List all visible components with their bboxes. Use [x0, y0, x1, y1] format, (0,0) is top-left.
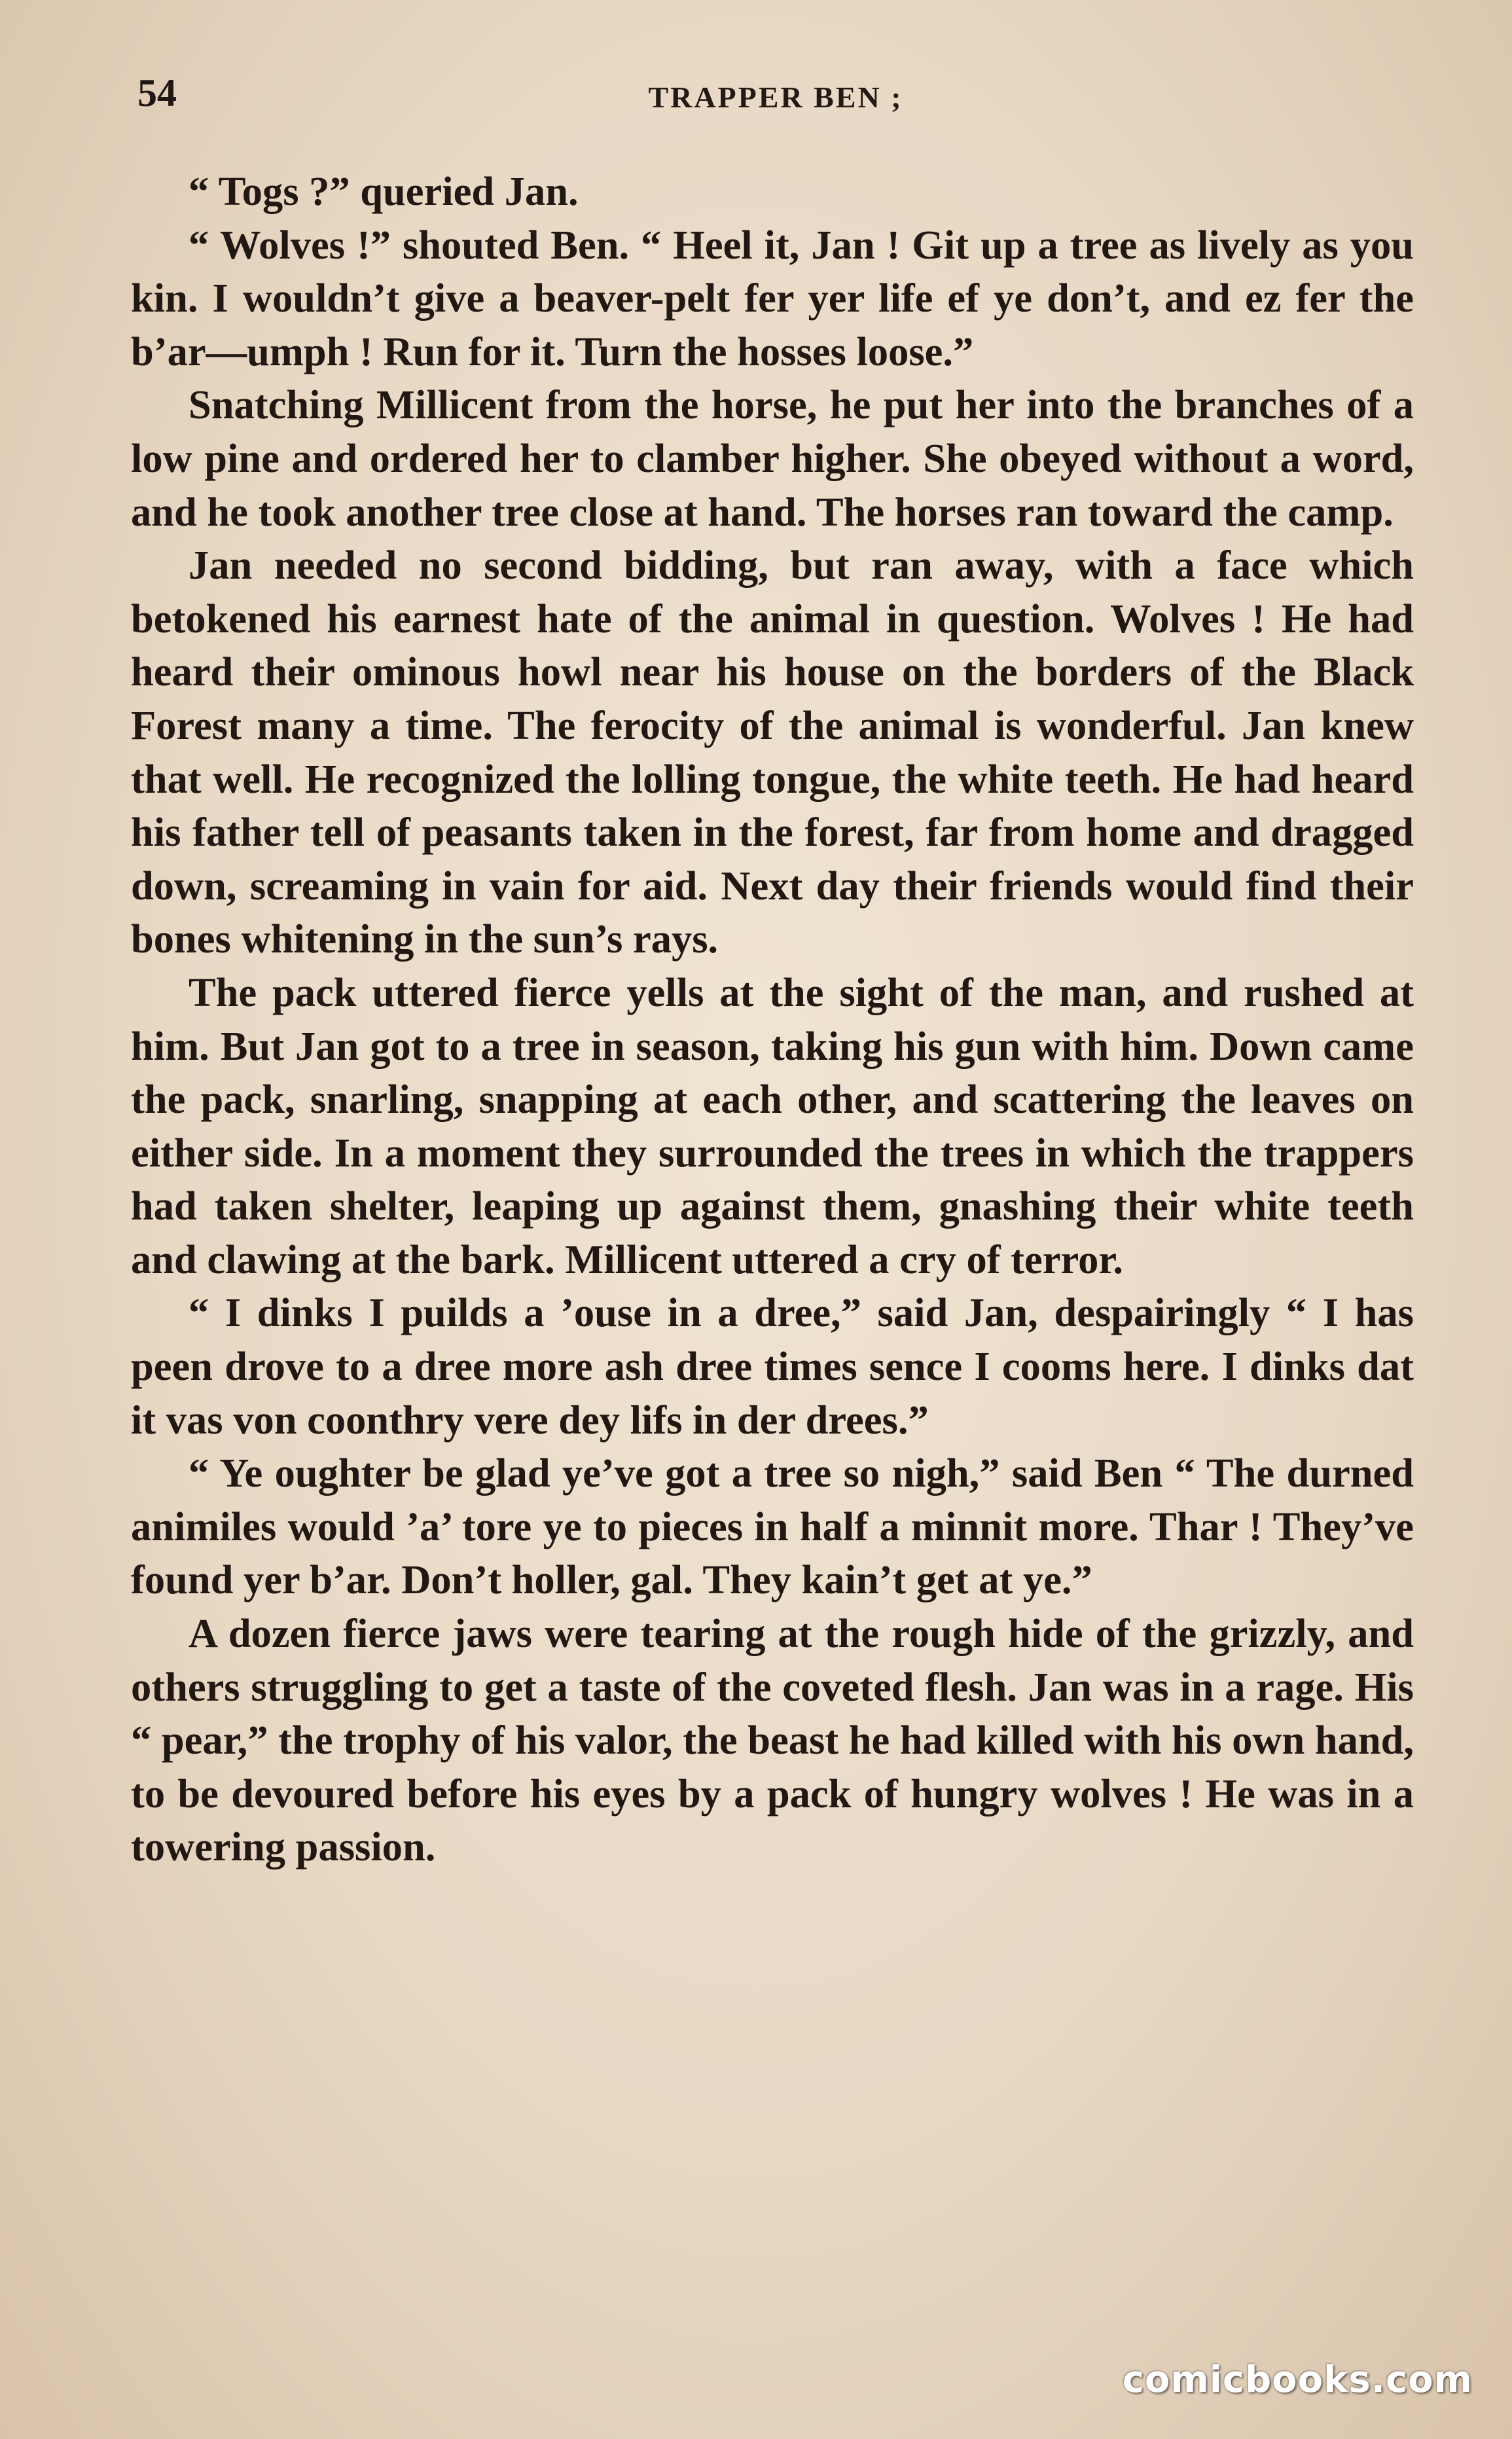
page-header	[137, 71, 1414, 123]
watermark-logo: comicbooks.com	[1122, 2358, 1473, 2401]
running-head: TRAPPER BEN ;	[648, 81, 903, 114]
body-text	[131, 165, 1414, 1874]
paragraph: The pack uttered fierce yells at the sight of the man, and rushed at him. But Jan got to a tree in season, taking his gun with him. Down came the pack, snarling, snapping at each other, and scattering the leaves on either side. In a moment they surrounded the trees in which the trappers had taken shelter, leaping up against them, gnashing their white teeth and clawing at the bark. Millicent uttered a cry of terror.	[131, 969, 1414, 1282]
paragraph: “ Wolves !” shouted Ben. “ Heel it, Jan ! Git up a tree as lively as you kin. I wouldn’t give a beaver-pelt fer yer life ef ye don’t, and ez fer the b’ar—umph ! Run for it. Turn the hosses loose.”	[131, 221, 1414, 374]
paragraph: “ Ye oughter be glad ye’ve got a tree so nigh,” said Ben “ The durned animiles would ’a’ tore ye to pieces in half a minnit more. Thar ! They’ve found yer b’ar. Don’t holler, gal. They kain’t get at ye.”	[131, 1450, 1414, 1603]
paragraph: “ I dinks I puilds a ’ouse in a dree,” said Jan, despairingly “ I has peen drove to a dree more ash dree times sence I cooms here. I dinks dat it vas von coonthry vere dey lifs in der drees.”	[131, 1290, 1414, 1443]
page-number: 54	[137, 71, 177, 115]
paragraph: Snatching Millicent from the horse, he put her into the branches of a low pine and ordered her to clamber higher. She obeyed without a word, and he took another tree close at hand. The horses ran toward the camp.	[131, 382, 1414, 535]
paragraph: Jan needed no second bidding, but ran away, with a face which betokened his earnest hate of the animal in question. Wolves ! He had heard their ominous howl near his house on the borders of the Black Forest many a time. The ferocity of the animal is wonderful. Jan knew that well. He recognized the lolling tongue, the white teeth. He had heard his father tell of peasants taken in the forest, far from home and dragged down, screaming in vain for aid. Next day their friends would find their bones whitening in the sun’s rays.	[131, 542, 1414, 962]
paragraph: A dozen fierce jaws were tearing at the rough hide of the grizzly, and others struggling to get a taste of the coveted flesh. Jan was in a rage. His “ pear,” the trophy of his valor, the beast he had killed with his own hand, to be devoured before his eyes by a pack of hungry wolves ! He was in a towering passion.	[131, 1610, 1414, 1870]
paragraph: “ Togs ?” queried Jan.	[189, 168, 579, 214]
